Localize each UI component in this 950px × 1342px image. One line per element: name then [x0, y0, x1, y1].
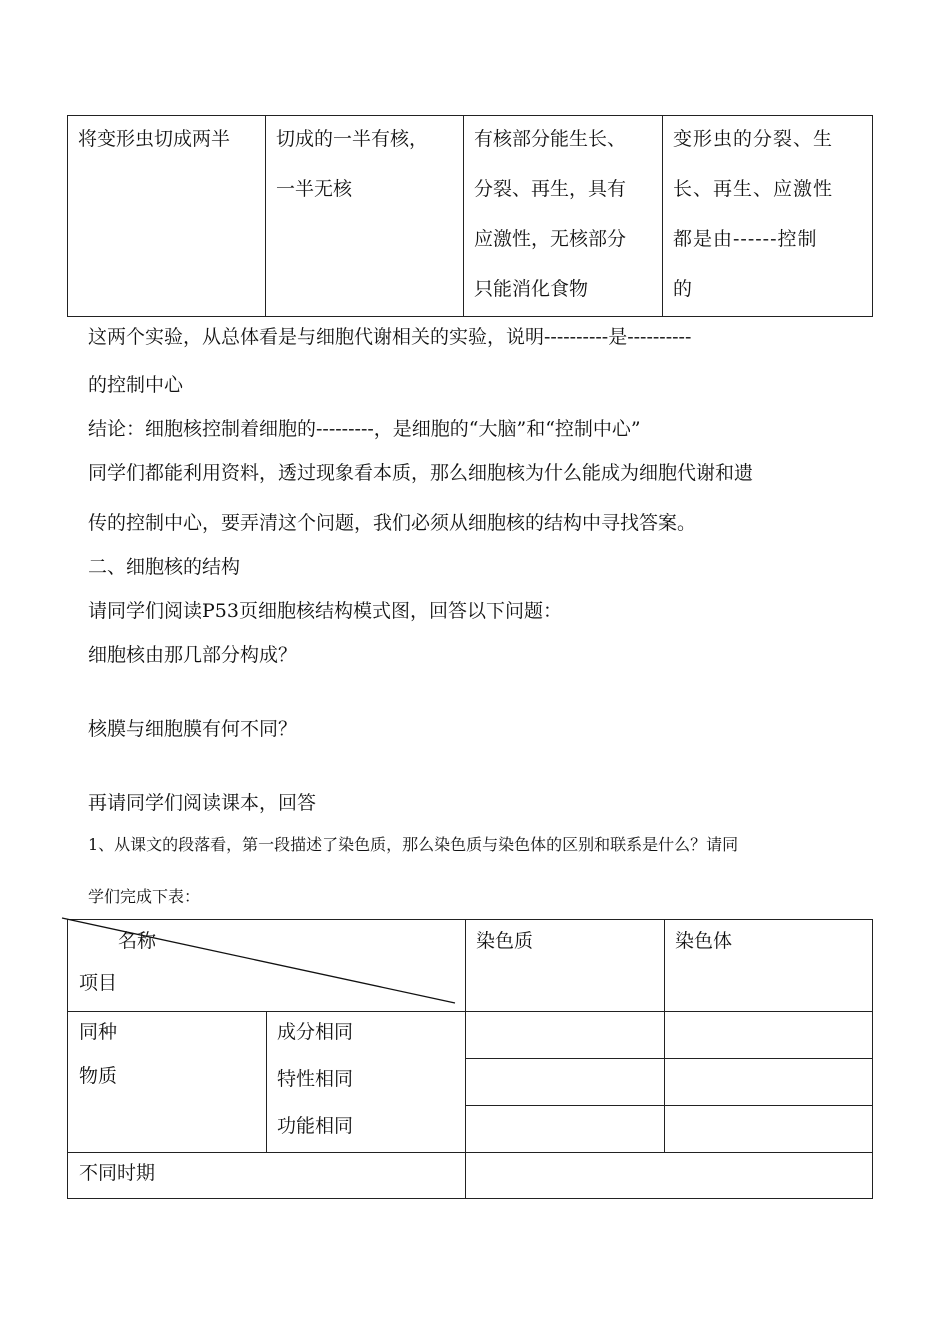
col-header-chromatin: 染色质: [476, 930, 534, 952]
cell-line: 变形虫的分裂、生: [673, 128, 834, 150]
cell-line: 只能消化食物: [474, 278, 589, 300]
cell-line: 有核部分能生长、: [474, 128, 627, 150]
row-label-composition: 成分相同: [277, 1021, 354, 1043]
row-label-function: 功能相同: [277, 1115, 354, 1137]
row-label-same: 物质: [79, 1065, 118, 1087]
paragraph-line: 这两个实验，从总体看是与细胞代谢相关的实验，说明----------是----------: [88, 326, 692, 348]
paragraph-line: 的控制中心: [88, 374, 184, 396]
row-label-different-period: 不同时期: [79, 1162, 156, 1184]
cell-line: 的: [673, 278, 694, 300]
section-heading: 二、细胞核的结构: [88, 556, 241, 578]
col-header-chromosome: 染色体: [675, 930, 733, 952]
cell-line: 切成的一半有核，: [276, 128, 429, 150]
header-name: 名称: [118, 930, 157, 952]
question-line: 细胞核由那几部分构成？: [88, 644, 298, 666]
paragraph-line: 同学们都能利用资料，透过现象看本质，那么细胞核为什么能成为细胞代谢和遗: [88, 462, 754, 484]
paragraph-line: 请同学们阅读P53页细胞核结构模式图，回答以下问题：: [88, 600, 562, 622]
cell-line: 将变形虫切成两半: [78, 128, 231, 150]
cell-line: 应激性，无核部分: [474, 228, 627, 250]
header-item: 项目: [79, 972, 118, 994]
question-line: 1、从课文的段落看，第一段描述了染色质，那么染色质与染色体的区别和联系是什么？请同: [88, 835, 739, 854]
conclusion-line: 结论：细胞核控制着细胞的---------，是细胞的“大脑”和“控制中心”: [88, 418, 641, 440]
row-label-same: 同种: [79, 1021, 118, 1043]
question-line: 核膜与细胞膜有何不同？: [88, 718, 298, 740]
cell-line: 都是由------控制: [673, 228, 818, 250]
question-line: 学们完成下表：: [88, 887, 201, 906]
paragraph-line: 再请同学们阅读课本，回答: [88, 792, 317, 814]
cell-line: 一半无核: [276, 178, 353, 200]
row-label-property: 特性相同: [277, 1068, 354, 1090]
cell-line: 长、再生、应激性: [673, 178, 834, 200]
paragraph-line: 传的控制中心，要弄清这个问题，我们必须从细胞核的结构中寻找答案。: [88, 512, 697, 534]
cell-line: 分裂、再生，具有: [474, 178, 627, 200]
